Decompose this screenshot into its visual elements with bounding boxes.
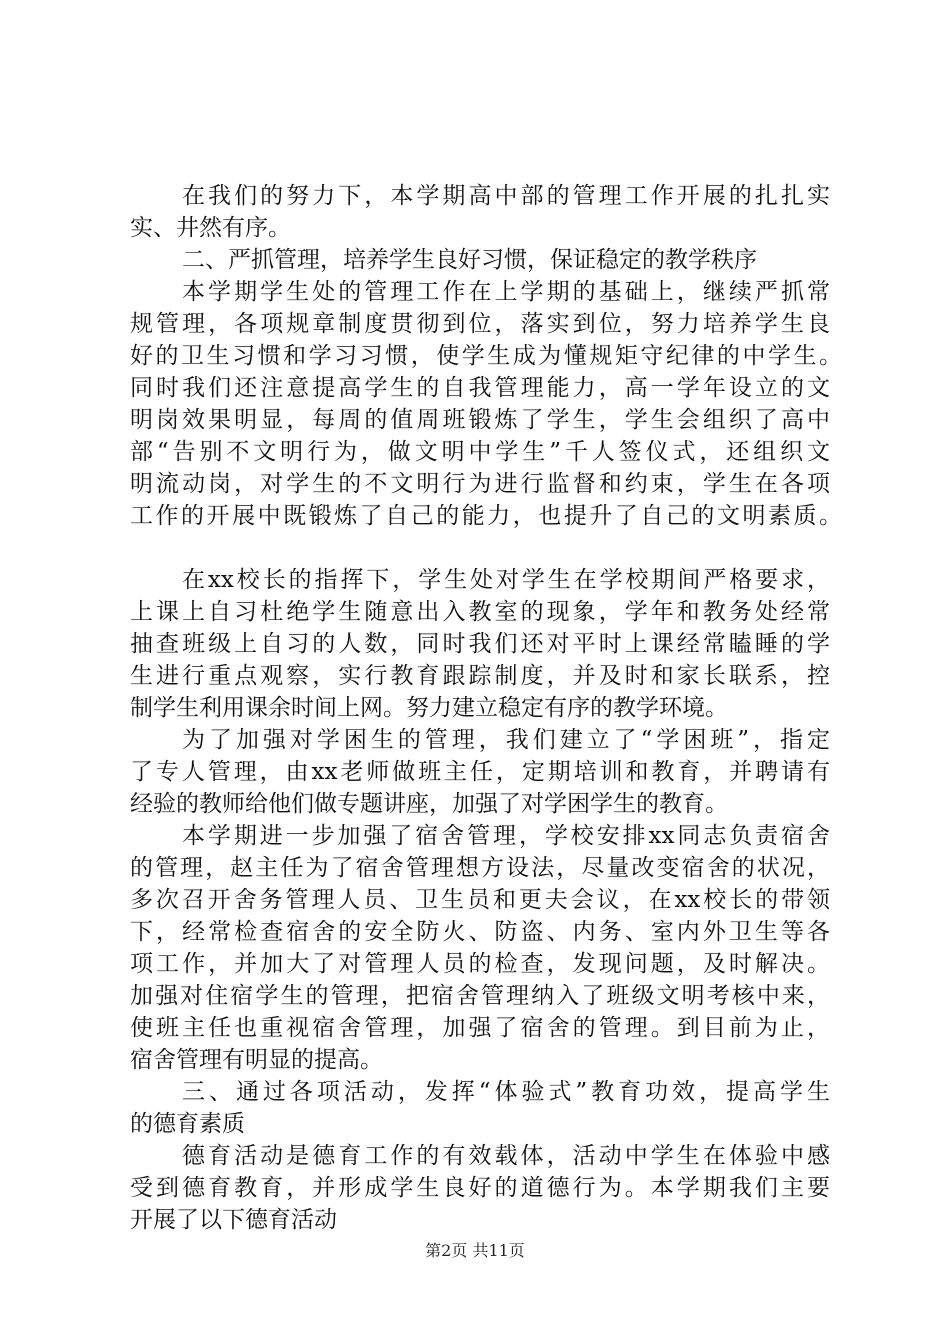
text-line: 项工作，并加大了对管理人员的检查，发现问题，及时解决。 xyxy=(130,951,830,977)
text-line: 明流动岗，对学生的不文明行为进行监督和约束，学生在各项 xyxy=(130,471,830,497)
text-line: 宿舍管理有明显的提高。 xyxy=(130,1047,383,1073)
text-line: 部“告别不文明行为，做文明中学生”千人签仪式，还组织文 xyxy=(130,439,830,465)
text-line: 下，经常检查宿舍的安全防火、防盗、内务、室内外卫生等各 xyxy=(130,919,830,945)
text-line: 多次召开舍务管理人员、卫生员和更夫会议，在xx校长的带领 xyxy=(130,887,830,913)
text-line: 上课上自习杜绝学生随意出入教室的现象，学年和教务处经常 xyxy=(130,599,830,625)
section-heading: 三、通过各项活动，发挥“体验式”教育功效，提高学生 xyxy=(182,1079,830,1105)
section-heading-continued: 的德育素质 xyxy=(130,1111,245,1137)
text-line: 同时我们还注意提高学生的自我管理能力，高一学年设立的文 xyxy=(130,375,830,401)
text-line: 本学期学生处的管理工作在上学期的基础上，继续严抓常 xyxy=(182,279,830,305)
text-line: 了专人管理，由xx老师做班主任，定期培训和教育，并聘请有 xyxy=(130,759,830,785)
text-line: 使班主任也重视宿舍管理，加强了宿舍的管理。到目前为止， xyxy=(130,1015,830,1041)
text-line: 在我们的努力下，本学期高中部的管理工作开展的扎扎实 xyxy=(182,183,830,209)
page-number: 第2页 共11页 xyxy=(425,1241,525,1260)
text-line: 制学生利用课余时间上网。努力建立稳定有序的教学环境。 xyxy=(130,695,728,721)
text-line: 经验的教师给他们做专题讲座，加强了对学困学生的教育。 xyxy=(130,791,728,817)
text-line: 抽查班级上自习的人数，同时我们还对平时上课经常瞌睡的学 xyxy=(130,631,830,657)
text-line: 实、井然有序。 xyxy=(130,215,291,241)
text-line: 规管理，各项规章制度贯彻到位，落实到位，努力培养学生良 xyxy=(130,311,830,337)
text-line: 为了加强对学困生的管理，我们建立了“学困班”，指定 xyxy=(182,727,830,753)
text-line: 生进行重点观察，实行教育跟踪制度，并及时和家长联系，控 xyxy=(130,663,830,689)
text-line: 加强对住宿学生的管理，把宿舍管理纳入了班级文明考核中来， xyxy=(130,983,830,1009)
section-heading: 二、严抓管理，培养学生良好习惯，保证稳定的教学秩序 xyxy=(182,247,757,273)
text-line: 开展了以下德育活动 xyxy=(130,1207,337,1233)
text-line: 受到德育教育，并形成学生良好的道德行为。本学期我们主要 xyxy=(130,1175,830,1201)
text-line: 工作的开展中既锻炼了自己的能力，也提升了自己的文明素质。 xyxy=(130,503,842,529)
text-line: 在xx校长的指挥下，学生处对学生在学校期间严格要求， xyxy=(182,567,830,593)
text-line: 的管理，赵主任为了宿舍管理想方设法，尽量改变宿舍的状况， xyxy=(130,855,830,881)
text-line: 德育活动是德育工作的有效载体，活动中学生在体验中感 xyxy=(182,1143,830,1169)
text-line: 明岗效果明显，每周的值周班锻炼了学生，学生会组织了高中 xyxy=(130,407,830,433)
text-line: 好的卫生习惯和学习习惯，使学生成为懂规矩守纪律的中学生。 xyxy=(130,343,842,369)
text-line: 本学期进一步加强了宿舍管理，学校安排xx同志负责宿舍 xyxy=(182,823,830,849)
